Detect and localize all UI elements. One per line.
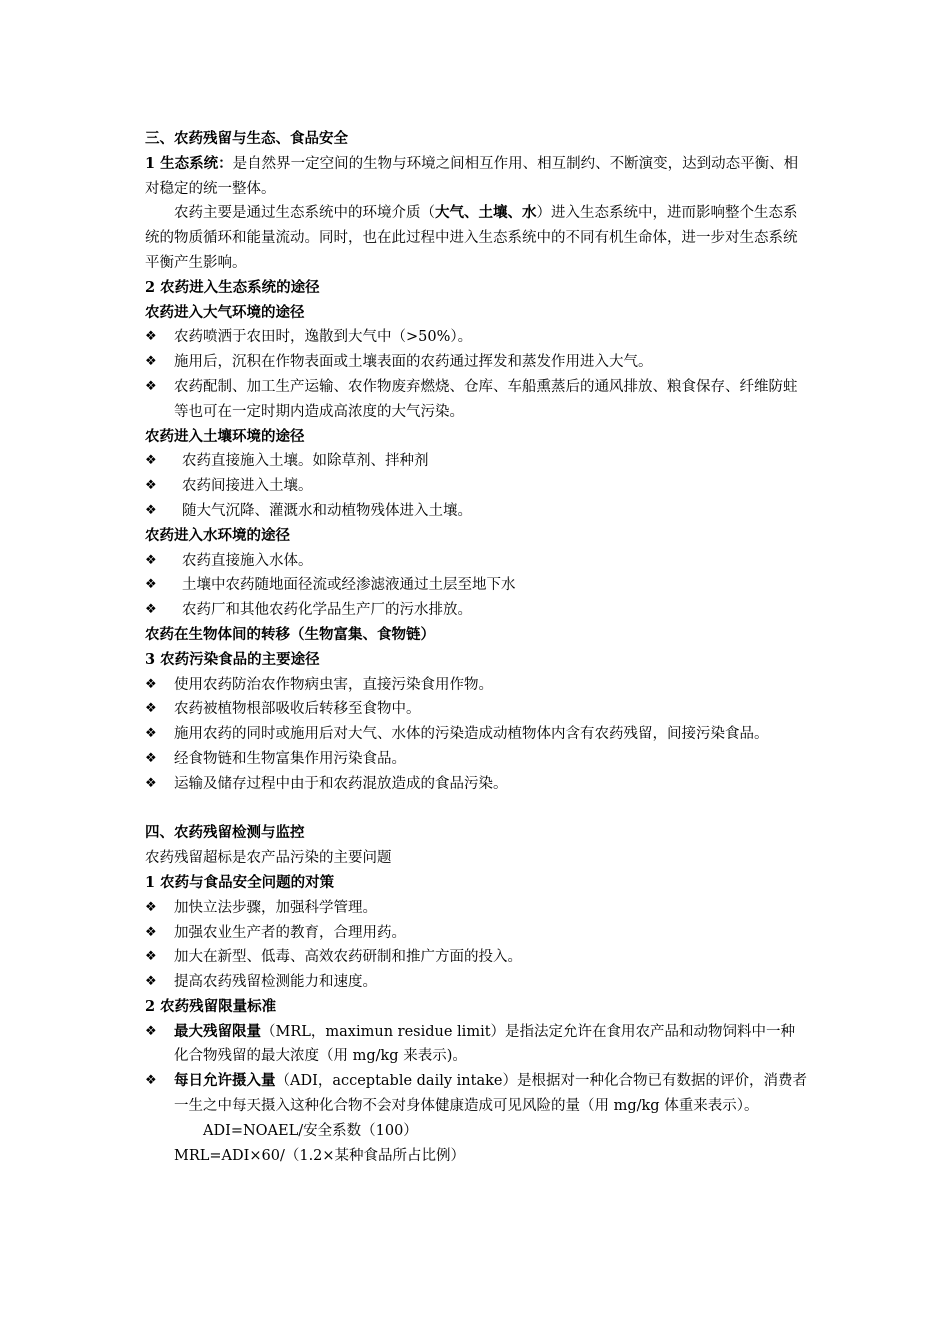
section-gap	[145, 797, 807, 822]
bullet-icon: ❖	[145, 1073, 157, 1089]
list-item-adi	[145, 1069, 807, 1119]
list-item	[145, 573, 807, 598]
bullet-icon: ❖	[145, 577, 157, 593]
list-item-mrl	[145, 1020, 807, 1070]
bullet-icon: ❖	[145, 676, 157, 692]
bullet-icon: ❖	[145, 329, 157, 345]
ecosystem-term: 1 生态系统：	[145, 154, 233, 172]
list-item	[145, 722, 807, 747]
section-4-heading: 四、农药残留检测与监控	[145, 824, 305, 842]
bullet-icon: ❖	[145, 378, 157, 394]
bullet-icon: ❖	[145, 552, 157, 568]
list-item	[145, 449, 807, 474]
media-paragraph-post: ）进入生态系统中，进而影响整个生态系统的物质循环和能量流动。同时，也在此过程中进入生态系统中的不同有机生命体，进一步对生态系统平衡产生影响。	[145, 205, 798, 271]
bullet-icon: ❖	[145, 354, 157, 370]
bullet-icon: ❖	[145, 949, 157, 965]
list-item-text: 加快立法步骤，加强科学管理。	[174, 899, 377, 916]
list-item-text: 经食物链和生物富集作用污染食品。	[174, 750, 406, 767]
bullet-icon: ❖	[145, 924, 157, 940]
water-heading: 农药进入水环境的途径	[145, 526, 290, 544]
mrl-term: 最大残留限量	[174, 1022, 261, 1040]
list-item-text: 加大在新型、低毒、高效农药研制和推广方面的投入。	[174, 949, 522, 966]
subheading-food-pathways: 3 农药污染食品的主要途径	[145, 650, 320, 668]
bullet-icon: ❖	[145, 701, 157, 717]
list-item	[145, 673, 807, 698]
list-item-text: 施用后，沉积在作物表面或土壤表面的农药通过挥发和蒸发作用进入大气。	[174, 354, 653, 371]
list-item-text: 农药喷洒于农田时，逸散到大气中（>50%）。	[174, 329, 473, 346]
bullet-icon: ❖	[145, 974, 157, 990]
list-item	[145, 325, 807, 350]
bullet-icon: ❖	[145, 775, 157, 791]
list-item-text: 运输及储存过程中由于和农药混放造成的食品污染。	[174, 775, 508, 792]
adi-term: 每日允许摄入量	[174, 1072, 276, 1090]
list-item-text: 农药厂和其他农药化学品生产厂的污水排放。	[182, 602, 472, 619]
soil-heading: 农药进入土壤环境的途径	[145, 427, 305, 445]
mrl-definition: （MRL，maximun residue limit）是指法定允许在食用农产品和动物饲料中一种化合物残留的最大浓度（用 mg/kg 来表示)。	[174, 1023, 796, 1065]
list-item-text: 提高农药残留检测能力和速度。	[174, 974, 377, 991]
list-item-text: 使用农药防治农作物病虫害，直接污染食用作物。	[174, 676, 493, 693]
section-3-heading: 三、农药残留与生态、食品安全	[145, 130, 348, 147]
list-item-text: 施用农药的同时或施用后对大气、水体的污染造成动植物体内含有农药残留，间接污染食品。	[174, 726, 769, 743]
list-item-text: 随大气沉降、灌溉水和动植物残体进入土壤。	[182, 502, 472, 519]
bullet-icon: ❖	[145, 453, 157, 469]
document-page	[145, 127, 807, 1168]
media-paragraph-pre: 农药主要是通过生态系统中的环境介质（	[174, 205, 435, 222]
bullet-icon: ❖	[145, 750, 157, 766]
mrl-formula: MRL=ADI×60/（1.2×某种食品所占比例）	[174, 1147, 466, 1164]
subheading-measures: 1 农药与食品安全问题的对策	[145, 873, 335, 891]
bullet-icon: ❖	[145, 899, 157, 915]
list-item	[145, 945, 807, 970]
list-item	[145, 896, 807, 921]
subheading-limits: 2 农药残留限量标准	[145, 997, 277, 1015]
adi-definition: （ADI，acceptable daily intake）是根据对一种化合物已有数据的评价，消费者一生之中每天摄入这种化合物不会对身体健康造成可见风险的量（用 mg/kg 体重来表示）。	[174, 1073, 807, 1115]
list-item-text: 农药间接进入土壤。	[182, 478, 313, 495]
list-item	[145, 499, 807, 524]
section-4-intro: 农药残留超标是农产品污染的主要问题	[145, 850, 392, 867]
list-item	[145, 598, 807, 623]
list-item	[145, 772, 807, 797]
list-item-text: 土壤中农药随地面径流或经渗滤液通过土层至地下水	[182, 577, 516, 594]
list-item-text: 农药直接施入水体。	[182, 552, 313, 569]
list-item-text: 农药配制、加工生产运输、农作物废弃燃烧、仓库、车船熏蒸后的通风排放、粮食保存、纤维防蛀等也可在一定时期内造成高浓度的大气污染。	[174, 378, 798, 420]
bullet-icon: ❖	[145, 478, 157, 494]
list-item	[145, 697, 807, 722]
bullet-icon: ❖	[145, 602, 157, 618]
list-item	[145, 747, 807, 772]
ecosystem-def-text: 是自然界一定空间的生物与环境之间相互作用、相互制约、不断演变，达到动态平衡、相对稳定的统一整体。	[145, 155, 799, 197]
bullet-icon: ❖	[145, 502, 157, 518]
list-item	[145, 375, 807, 425]
subheading-pathways: 2 农药进入生态系统的途径	[145, 278, 320, 296]
list-item-text: 加强农业生产者的教育，合理用药。	[174, 924, 406, 941]
list-item	[145, 549, 807, 574]
media-paragraph-bold: 大气、土壤、水	[435, 204, 537, 222]
air-heading: 农药进入大气环境的途径	[145, 303, 305, 321]
ecosystem-definition	[145, 152, 807, 202]
adi-formula: ADI=NOAEL/安全系数（100）	[203, 1122, 418, 1139]
list-item-text: 农药直接施入土壤。如除草剂、拌种剂	[182, 453, 429, 470]
list-item-text: 农药被植物根部吸收后转移至食物中。	[174, 701, 421, 718]
bullet-icon: ❖	[145, 1023, 157, 1039]
list-item	[145, 350, 807, 375]
list-item	[145, 970, 807, 995]
list-item	[145, 921, 807, 946]
bio-transfer-heading: 农药在生物体间的转移（生物富集、食物链）	[145, 625, 435, 643]
media-paragraph	[145, 201, 807, 275]
bullet-icon: ❖	[145, 726, 157, 742]
list-item	[145, 474, 807, 499]
